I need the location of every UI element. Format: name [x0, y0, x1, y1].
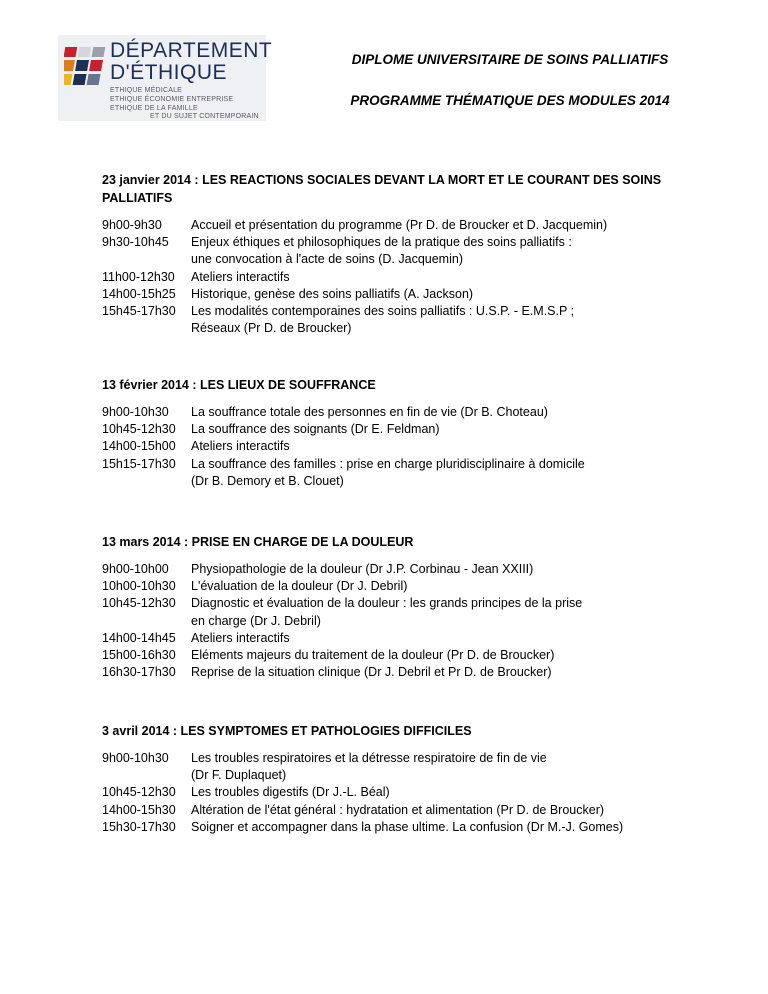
- session-description: Physiopathologie de la douleur (Dr J.P. Corbinau - Jean XXIII): [191, 562, 534, 576]
- schedule-row: [102, 595, 682, 629]
- time-slot: 14h00-15h25: [102, 286, 176, 301]
- module-title: 3 avril 2014 : LES SYMPTOMES ET PATHOLOGIES DIFFICILES: [102, 724, 472, 738]
- schedule-row: [102, 630, 682, 647]
- schedule-row: [102, 217, 682, 234]
- time-slot: 14h00-15h30: [102, 802, 176, 817]
- module-section-4: [102, 722, 682, 836]
- module-section-2: [102, 376, 682, 490]
- department-logo: [58, 35, 273, 125]
- schedule-row: [102, 750, 682, 784]
- schedule-row: [102, 421, 682, 438]
- schedule-row: [102, 404, 682, 421]
- session-description: Soigner et accompagner dans la phase ultime. La confusion (Dr M.-J. Gomes): [191, 819, 624, 834]
- document-title: DIPLOME UNIVERSITAIRE DE SOINS PALLIATIFS: [351, 52, 669, 67]
- schedule-row: [102, 456, 682, 490]
- time-slot: 15h15-17h30: [102, 456, 176, 471]
- session-description: Ateliers interactifs: [191, 269, 290, 284]
- document-subtitle: PROGRAMME THÉMATIQUE DES MODULES 2014: [350, 93, 670, 108]
- time-slot: 10h45-12h30: [102, 422, 176, 437]
- schedule-row: [102, 269, 682, 286]
- time-slot: 9h00-10h00: [102, 562, 169, 576]
- session-description: Les modalités contemporaines des soins palliatifs : U.S.P. - E.M.S.P ; Réseaux (Pr D. de Broucker): [191, 304, 575, 336]
- time-slot: 15h30-17h30: [102, 819, 176, 834]
- session-description: Altération de l'état général : hydratation et alimentation (Pr D. de Broucker): [191, 802, 605, 817]
- schedule-row: [102, 647, 682, 664]
- module-title: 13 mars 2014 : PRISE EN CHARGE DE LA DOULEUR: [102, 535, 414, 549]
- module-section-3: [102, 533, 682, 681]
- time-slot: 10h45-12h30: [102, 596, 176, 611]
- schedule-row: [102, 561, 682, 578]
- session-description: Eléments majeurs du traitement de la douleur (Pr D. de Broucker): [191, 648, 555, 663]
- time-slot: 9h30-10h45: [102, 235, 169, 250]
- time-slot: 9h00-10h30: [102, 751, 169, 765]
- schedule-row: [102, 802, 682, 819]
- schedule-row: [102, 819, 682, 836]
- schedule-row: [102, 578, 682, 595]
- logo-line-2: D'ÉTHIQUE: [110, 61, 228, 84]
- time-slot: 15h00-16h30: [102, 648, 176, 663]
- session-description: La souffrance des soignants (Dr E. Feldman): [191, 422, 440, 437]
- time-slot: 10h00-10h30: [102, 579, 176, 594]
- logo-line-1: DÉPARTEMENT: [110, 39, 273, 62]
- logo-sub-1: ETHIQUE MÉDICALE: [110, 87, 183, 94]
- session-description: La souffrance des familles : prise en charge pluridisciplinaire à domicile (Dr B. Demory et B. Clouet): [191, 456, 585, 488]
- time-slot: 11h00-12h30: [102, 269, 175, 284]
- module-title: 23 janvier 2014 : LES REACTIONS SOCIALES DEVANT LA MORT ET LE COURANT DES SOINS PALLIATIFS: [102, 173, 662, 205]
- module-title: 13 février 2014 : LES LIEUX DE SOUFFRANCE: [102, 378, 376, 392]
- schedule-row: [102, 234, 682, 268]
- schedule-row: [102, 438, 682, 455]
- session-description: Accueil et présentation du programme (Pr D. de Broucker et D. Jacquemin): [191, 218, 608, 232]
- logo-sub-3: ETHIQUE DE LA FAMILLE: [110, 105, 198, 112]
- schedule-row: [102, 303, 682, 337]
- schedule-row: [102, 784, 682, 801]
- session-description: Diagnostic et évaluation de la douleur : les grands principes de la prise en charge (Dr J. Debril): [191, 596, 583, 628]
- time-slot: 14h00-14h45: [102, 630, 176, 645]
- time-slot: 16h30-17h30: [102, 665, 176, 680]
- logo-emblem-icon: [64, 43, 108, 87]
- session-description: Historique, genèse des soins palliatifs (A. Jackson): [191, 286, 474, 301]
- time-slot: 15h45-17h30: [102, 304, 176, 319]
- session-description: La souffrance totale des personnes en fin de vie (Dr B. Choteau): [191, 405, 548, 419]
- schedule-row: [102, 286, 682, 303]
- time-slot: 14h00-15h00: [102, 439, 176, 454]
- time-slot: 9h00-9h30: [102, 218, 162, 232]
- session-description: Ateliers interactifs: [191, 439, 290, 454]
- schedule-row: [102, 664, 682, 681]
- logo-sub-4: ET DU SUJET CONTEMPORAIN: [150, 113, 259, 120]
- session-description: Ateliers interactifs: [191, 630, 290, 645]
- session-description: L'évaluation de la douleur (Dr J. Debril): [191, 579, 408, 594]
- session-description: Reprise de la situation clinique (Dr J. Debril et Pr D. de Broucker): [191, 665, 552, 680]
- session-description: Les troubles respiratoires et la détresse respiratoire de fin de vie (Dr F. Duplaquet): [191, 751, 547, 783]
- time-slot: 10h45-12h30: [102, 785, 176, 800]
- module-section-1: [102, 171, 682, 337]
- session-description: Les troubles digestifs (Dr J.-L. Béal): [191, 785, 390, 800]
- logo-sub-2: ETHIQUE ÉCONOMIE ENTREPRISE: [110, 96, 234, 103]
- time-slot: 9h00-10h30: [102, 405, 169, 419]
- session-description: Enjeux éthiques et philosophiques de la pratique des soins palliatifs : une convocation à l'acte de soins (D. Jacquemin): [191, 235, 572, 267]
